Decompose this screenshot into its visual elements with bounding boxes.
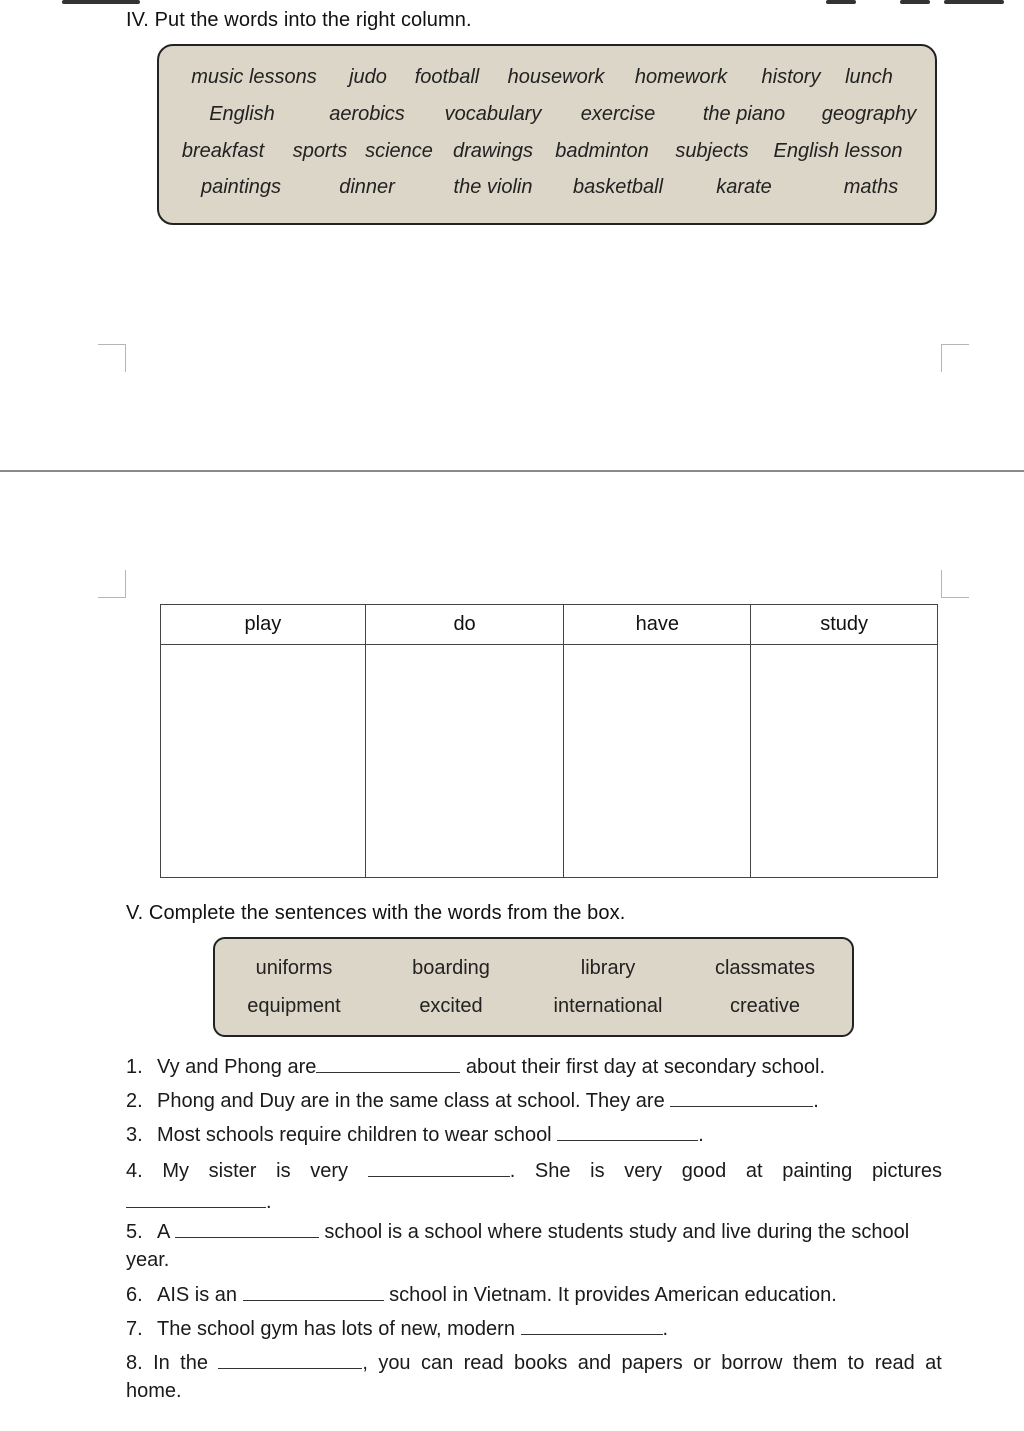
cropped-header-marks — [0, 0, 1024, 8]
word: English — [209, 103, 275, 125]
word-columns-table — [160, 604, 938, 878]
answer-blank[interactable] — [557, 1123, 698, 1141]
sentence-text: The school gym has lots of new, modern — [157, 1318, 521, 1340]
sentence-number: 6. — [126, 1284, 143, 1306]
sentence-number: 7. — [126, 1318, 143, 1340]
word: judo — [349, 66, 387, 88]
sentence-word: She — [534, 1160, 571, 1182]
word: maths — [843, 176, 899, 198]
sentence-word: painting — [782, 1160, 853, 1182]
answer-blank[interactable] — [368, 1159, 510, 1177]
sentence-word: sister — [208, 1160, 257, 1182]
word: the piano — [702, 103, 786, 125]
sentence-word: is — [276, 1160, 291, 1182]
word: paintings — [200, 176, 282, 198]
sentence-7 — [126, 1315, 942, 1343]
answer-blank[interactable] — [316, 1055, 460, 1073]
column-header-play: play — [161, 605, 366, 645]
answer-blank[interactable] — [175, 1220, 319, 1238]
word: karate — [716, 176, 772, 198]
sentence-4-continuation — [126, 1188, 942, 1216]
sentence-word: pictures — [871, 1160, 942, 1182]
sentence-word: My — [162, 1160, 190, 1182]
answer-blank[interactable] — [521, 1317, 663, 1335]
word: subjects — [675, 140, 749, 162]
column-header-have: have — [564, 605, 751, 645]
page-divider — [0, 470, 1024, 472]
section-4-heading: IV. Put the words into the right column. — [126, 9, 472, 31]
answer-blank[interactable] — [126, 1190, 266, 1208]
word: English lesson — [773, 140, 903, 162]
box-word: boarding — [412, 957, 490, 979]
word: lunch — [845, 66, 893, 88]
word-bank-box — [157, 44, 937, 225]
answer-blank[interactable] — [218, 1351, 362, 1369]
sentence-number: 5. — [126, 1221, 143, 1243]
sentence-word: to — [847, 1352, 865, 1374]
sentence-word: them — [792, 1352, 838, 1374]
sentence-text: AIS is an — [157, 1284, 243, 1306]
sentence-word: good — [681, 1160, 727, 1182]
word-row-2 — [159, 103, 935, 133]
sentence-word: borrow — [721, 1352, 783, 1374]
sentence-word: , — [362, 1352, 368, 1374]
crop-mark — [941, 344, 969, 372]
sentence-word: . — [509, 1160, 516, 1182]
sentence-word: read — [874, 1352, 915, 1374]
box-word: excited — [419, 995, 483, 1017]
answer-cell-have[interactable] — [564, 645, 751, 878]
sentence-5 — [126, 1218, 942, 1246]
sentence-word: read — [463, 1352, 504, 1374]
sentence-text: school is a school where students study and live during the school — [318, 1221, 910, 1243]
answer-cell-study[interactable] — [751, 645, 938, 878]
sentence-4 — [126, 1157, 942, 1185]
sentence-text: . — [662, 1318, 669, 1340]
sentence-8 — [126, 1349, 942, 1377]
column-header-study: study — [751, 605, 938, 645]
sentence-word: the — [180, 1352, 208, 1374]
box-word: international — [553, 995, 663, 1017]
sentence-text: school in Vietnam. It provides American education. — [383, 1284, 837, 1306]
answer-blank[interactable] — [243, 1283, 384, 1301]
box-word: uniforms — [255, 957, 333, 979]
sentence-word: at — [925, 1352, 942, 1374]
word: breakfast — [181, 140, 265, 162]
sentence-word: papers — [621, 1352, 683, 1374]
table-row — [161, 645, 938, 878]
crop-mark — [98, 570, 126, 598]
crop-mark — [941, 570, 969, 598]
sentence-number: 1. — [126, 1056, 143, 1078]
word: football — [414, 66, 480, 88]
table-header-row — [161, 605, 938, 645]
sentence-word: you — [378, 1352, 411, 1374]
word: science — [365, 140, 433, 162]
sentence-word: or — [693, 1352, 711, 1374]
sentence-number: 2. — [126, 1090, 143, 1112]
answer-cell-play[interactable] — [161, 645, 366, 878]
sentence-number: 8. — [126, 1352, 143, 1374]
column-header-do: do — [365, 605, 564, 645]
word: the violin — [453, 176, 533, 198]
sentence-2 — [126, 1087, 942, 1115]
sentence-word: books — [514, 1352, 568, 1374]
box-word: classmates — [714, 957, 816, 979]
sentence-word: at — [745, 1160, 763, 1182]
word: history — [761, 66, 821, 88]
sentence-word-box — [213, 937, 854, 1037]
sentence-5-continuation — [126, 1246, 942, 1274]
sentence-word: very — [310, 1160, 349, 1182]
sentence-text: Phong and Duy are in the same class at school. They are — [157, 1090, 671, 1112]
sentence-text: year. — [126, 1249, 170, 1271]
word: drawings — [452, 140, 534, 162]
sentence-6 — [126, 1281, 942, 1309]
word-row-3 — [159, 140, 935, 170]
sentence-number: 3. — [126, 1124, 143, 1146]
sentence-1 — [126, 1053, 942, 1081]
word: vocabulary — [444, 103, 542, 125]
word: music lessons — [191, 66, 317, 88]
sentence-text: . — [698, 1124, 704, 1146]
word: dinner — [339, 176, 395, 198]
sentence-number: 4. — [126, 1160, 143, 1182]
sentence-word: and — [577, 1352, 612, 1374]
box-word: creative — [729, 995, 801, 1017]
answer-blank[interactable] — [670, 1089, 813, 1107]
sentence-text: . — [266, 1191, 272, 1213]
sentence-text: home. — [126, 1380, 182, 1402]
sentence-word: very — [624, 1160, 663, 1182]
answer-cell-do[interactable] — [365, 645, 564, 878]
word-row-1 — [159, 66, 935, 96]
word: housework — [507, 66, 605, 88]
box-word: library — [580, 957, 636, 979]
sentence-word: is — [590, 1160, 605, 1182]
crop-mark — [98, 344, 126, 372]
word: basketball — [572, 176, 664, 198]
sentence-text: A — [157, 1221, 175, 1243]
sentence-8-continuation — [126, 1377, 942, 1405]
word-row-4 — [159, 176, 935, 206]
word: homework — [634, 66, 728, 88]
word: aerobics — [329, 103, 405, 125]
sentence-3 — [126, 1121, 942, 1149]
box-word: equipment — [247, 995, 341, 1017]
sentence-word: can — [420, 1352, 454, 1374]
sentence-text: Vy and Phong are — [157, 1056, 317, 1078]
sentence-word: In — [153, 1352, 170, 1374]
sentence-text: Most schools require children to wear school — [157, 1124, 558, 1146]
word: sports — [292, 140, 348, 162]
word: badminton — [555, 140, 649, 162]
section-5-heading: V. Complete the sentences with the words from the box. — [126, 902, 626, 924]
sentence-text: . — [813, 1090, 819, 1112]
sentence-text: about their first day at secondary school. — [460, 1056, 826, 1078]
word: geography — [821, 103, 917, 125]
word: exercise — [580, 103, 656, 125]
